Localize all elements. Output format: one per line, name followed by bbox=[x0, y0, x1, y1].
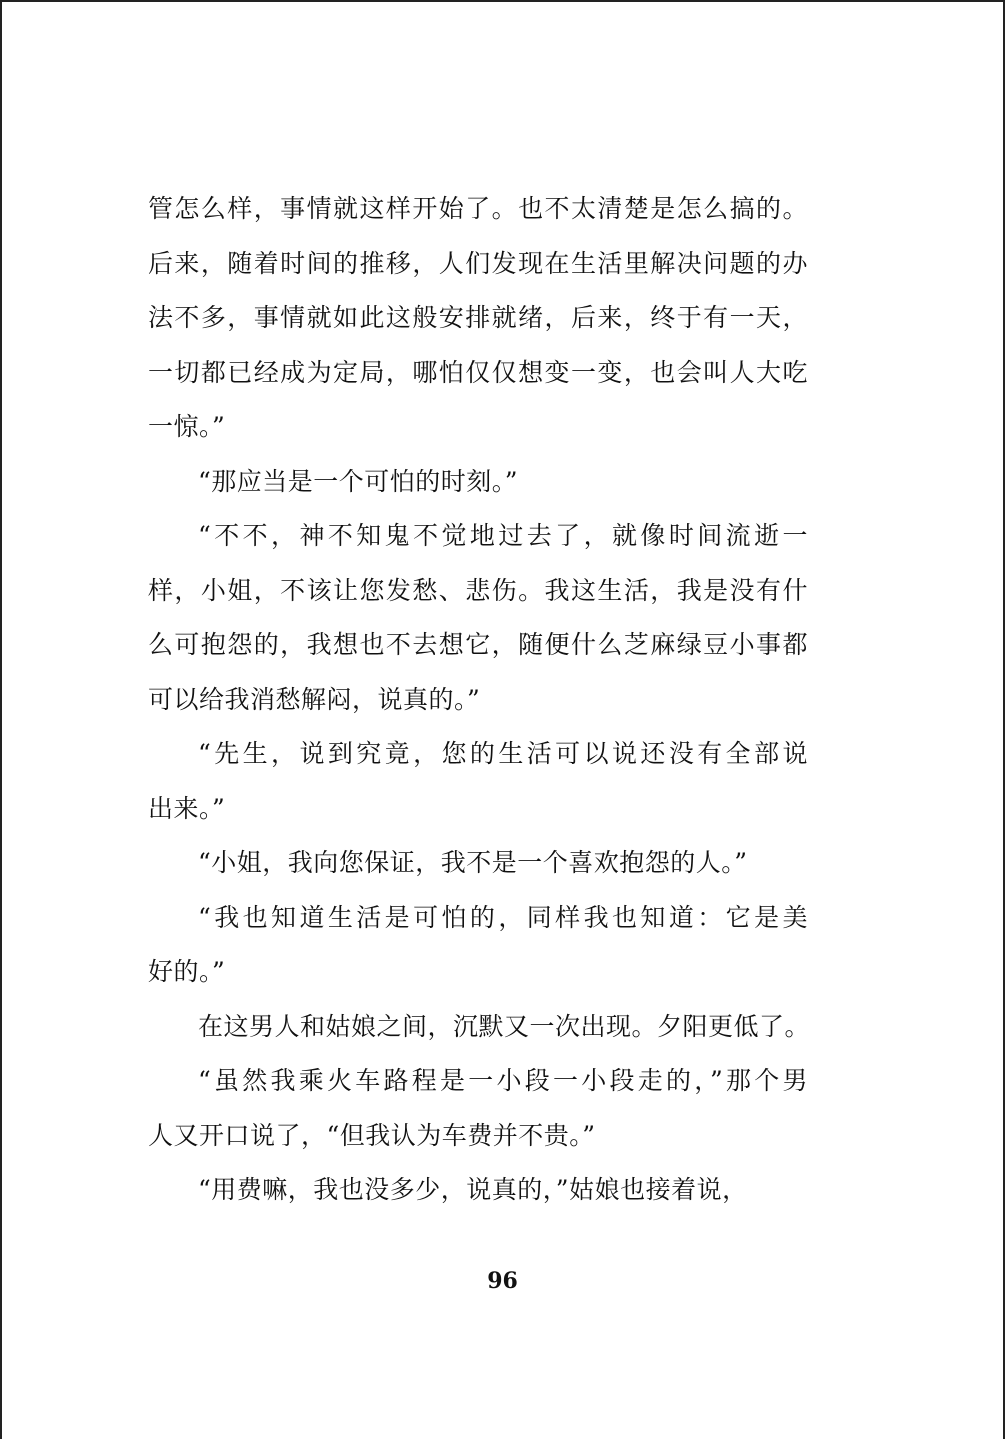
text-line: 么可抱怨的，我想也不去想它，随便什么芝麻绿豆小事都 bbox=[148, 630, 808, 659]
text-line: 在这男人和姑娘之间，沉默又一次出现。夕阳更低了。 bbox=[198, 1011, 811, 1041]
page-number: 96 bbox=[487, 1268, 518, 1294]
text-line: 一惊。” bbox=[148, 412, 226, 441]
text-line: “小姐，我向您保证，我不是一个喜欢抱怨的人。” bbox=[198, 848, 748, 877]
text-line: 后来，随着时间的推移，人们发现在生活里解决问题的办 bbox=[148, 248, 808, 278]
text-line: “先生，说到究竟，您的生活可以说还没有全部说 bbox=[198, 739, 808, 768]
text-line: 好的。” bbox=[148, 957, 226, 986]
text-line: “用费嘛，我也没多少，说真的，”姑娘也接着说， bbox=[198, 1175, 748, 1204]
text-line: 出来。” bbox=[148, 793, 226, 823]
text-line: 人又开口说了，“但我认为车费并不贵。” bbox=[148, 1120, 596, 1150]
text-line: “我也知道生活是可怕的，同样我也知道：它是美 bbox=[198, 902, 808, 932]
text-line: “那应当是一个可怕的时刻。” bbox=[198, 466, 519, 496]
text-line: 可以给我消愁解闷，说真的。” bbox=[148, 684, 481, 714]
text-line: “虽然我乘火车路程是一小段一小段走的，”那个男 bbox=[198, 1066, 808, 1095]
text-line: 管怎么样，事情就这样开始了。也不太清楚是怎么搞的。 bbox=[148, 194, 808, 223]
text-line: 法不多，事情就如此这般安排就绪，后来，终于有一天， bbox=[148, 303, 808, 332]
text-line: 一切都已经成为定局，哪怕仅仅想变一变，也会叫人大吃 bbox=[148, 357, 808, 387]
body-text bbox=[148, 182, 811, 1218]
text-line: 样，小姐，不该让您发愁、悲伤。我这生活，我是没有什 bbox=[148, 575, 808, 605]
text-line: “不不，神不知鬼不觉地过去了，就像时间流逝一 bbox=[198, 521, 808, 550]
